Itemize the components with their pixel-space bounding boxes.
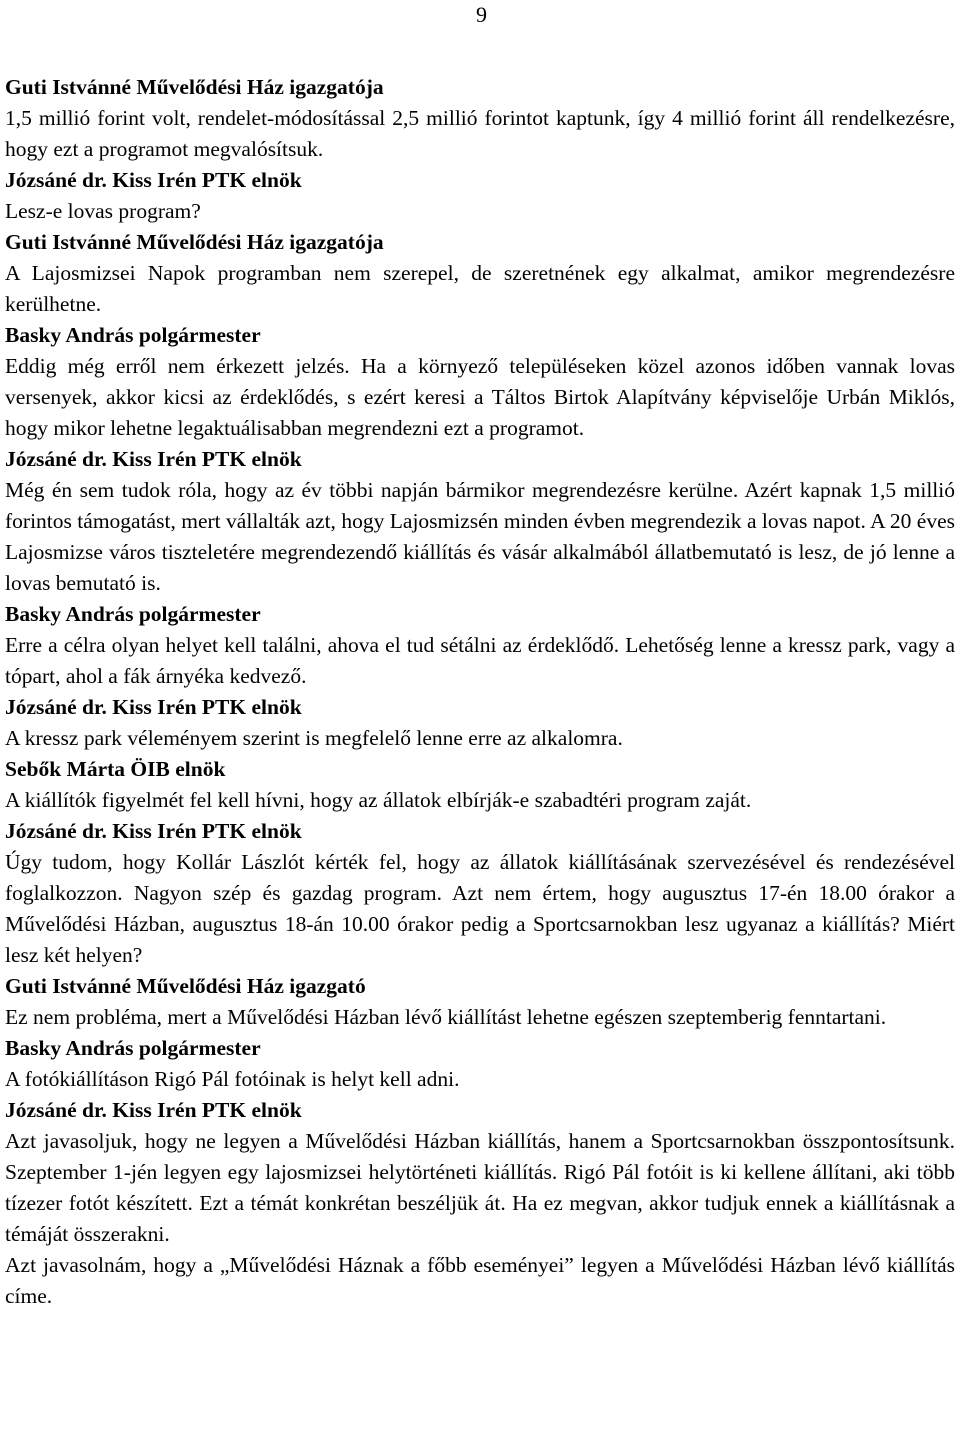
speaker-name: Józsáné dr. Kiss Irén PTK elnök	[5, 1098, 302, 1122]
speaker-name: Józsáné dr. Kiss Irén PTK elnök	[5, 447, 302, 471]
speaker-name: Basky András polgármester	[5, 602, 261, 626]
speaker-name: Guti Istvánné Művelődési Ház igazgatója	[5, 75, 384, 99]
speaker-name: Guti Istvánné Művelődési Ház igazgatója	[5, 230, 384, 254]
minutes-entry	[5, 320, 955, 444]
minutes-entry	[5, 971, 955, 1033]
speaker-name: Sebők Márta ÖIB elnök	[5, 757, 226, 781]
minutes-entry	[5, 692, 955, 754]
speech-text: Erre a célra olyan helyet kell találni, ahova el tud sétálni az érdeklődő. Lehetőség lenne a kressz park, vagy a tópart, ahol a fák árnyéka kedvező.	[5, 633, 955, 688]
minutes-content	[5, 72, 955, 1312]
speech-text: A kressz park véleményem szerint is megfelelő lenne erre az alkalomra.	[5, 726, 623, 750]
speaker-name: Józsáné dr. Kiss Irén PTK elnök	[5, 695, 302, 719]
minutes-entry	[5, 227, 955, 320]
speaker-name: Basky András polgármester	[5, 1036, 261, 1060]
minutes-entry	[5, 816, 955, 971]
minutes-entry	[5, 72, 955, 165]
minutes-entry	[5, 1095, 955, 1312]
speech-text: A kiállítók figyelmét fel kell hívni, hogy az állatok elbírják-e szabadtéri program zaját.	[5, 788, 752, 812]
speech-text: Ez nem probléma, mert a Művelődési Házban lévő kiállítást lehetne egészen szeptemberig fenntartani.	[5, 1005, 887, 1029]
minutes-entry	[5, 754, 955, 816]
speech-text: Eddig még erről nem érkezett jelzés. Ha a környező településeken közel azonos időben vannak lovas versenyek, akkor kicsi az érdeklődés, s ezért keresi a Táltos Birtok Alapítvány képviselője Urbán Miklós, hogy mikor lehetne legaktuálisabban megrendezni ezt a programot.	[5, 354, 955, 440]
speech-text: 1,5 millió forint volt, rendelet-módosítással 2,5 millió forintot kaptunk, így 4 millió forint áll rendelkezésre, hogy ezt a programot megvalósítsuk.	[5, 106, 955, 161]
speech-text-continued: Azt javasolnám, hogy a „Művelődési Háznak a főbb eseményei” legyen a Művelődési Házban lévő kiállítás címe.	[5, 1253, 955, 1308]
minutes-entry	[5, 1033, 955, 1095]
speech-text: Lesz-e lovas program?	[5, 199, 201, 223]
speaker-name: Guti Istvánné Művelődési Ház igazgató	[5, 974, 366, 998]
minutes-entry	[5, 165, 955, 227]
speech-text: Még én sem tudok róla, hogy az év többi napján bármikor megrendezésre kerülne. Azért kapnak 1,5 millió forintos támogatást, mert vállalták azt, hogy Lajosmizsén minden évben megrendezik a lovas napot. A 20 éves Lajosmizse város tiszteletére megrendezendő kiállítás és vásár alkalmából állatbemutató is lesz, de jó lenne a lovas bemutató is.	[5, 478, 955, 595]
speech-text: Azt javasoljuk, hogy ne legyen a Művelődési Házban kiállítás, hanem a Sportcsarnokban összpontosítsunk. Szeptember 1-jén legyen egy lajosmizsei helytörténeti kiállítás. Rigó Pál fotóit is ki kellene állítani, aki több tízezer fotót készített. Ezt a témát konkrétan beszéljük át. Ha ez megvan, akkor tudjuk ennek a kiállításnak a témáját összerakni.	[5, 1129, 955, 1246]
page-number: 9	[476, 2, 487, 27]
speech-text: Úgy tudom, hogy Kollár Lászlót kérték fel, hogy az állatok kiállításának szervezésével és rendezésével foglalkozzon. Nagyon szép és gazdag program. Azt nem értem, hogy augusztus 17-én 18.00 órakor a Művelődési Házban, augusztus 18-án 10.00 órakor pedig a Sportcsarnokban lesz ugyanaz a kiállítás? Miért lesz két helyen?	[5, 850, 955, 967]
speaker-name: Józsáné dr. Kiss Irén PTK elnök	[5, 819, 302, 843]
speaker-name: Józsáné dr. Kiss Irén PTK elnök	[5, 168, 302, 192]
speech-text: A Lajosmizsei Napok programban nem szerepel, de szeretnének egy alkalmat, amikor megrendezésre kerülhetne.	[5, 261, 955, 316]
minutes-entry	[5, 599, 955, 692]
speaker-name: Basky András polgármester	[5, 323, 261, 347]
minutes-entry	[5, 444, 955, 599]
speech-text: A fotókiállításon Rigó Pál fotóinak is helyt kell adni.	[5, 1067, 460, 1091]
